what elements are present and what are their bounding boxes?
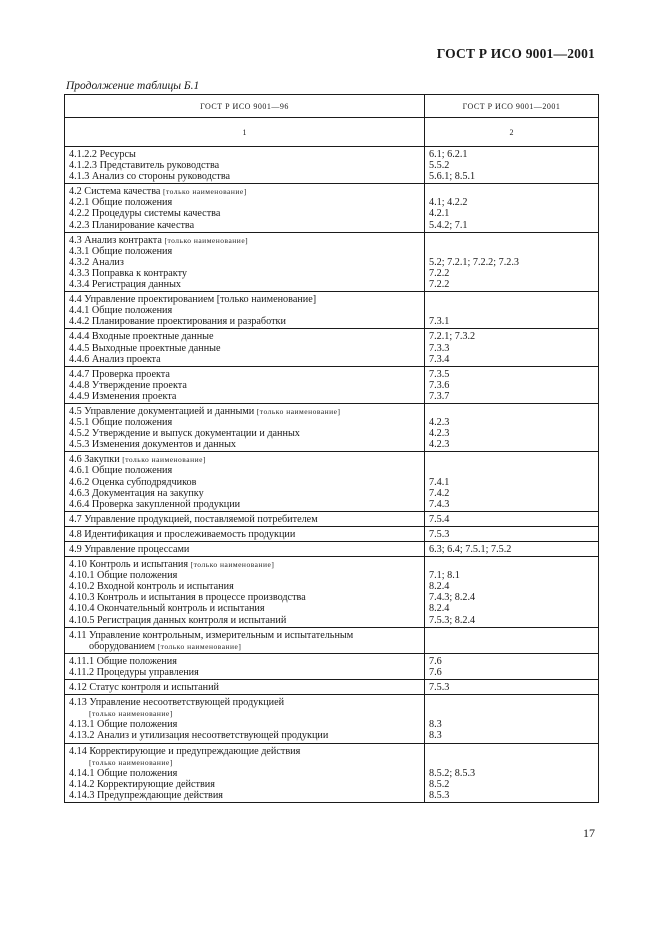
clause-line (69, 708, 420, 719)
gost-96-clauses (65, 292, 425, 328)
clause-line (69, 544, 420, 555)
gost-2001-clauses (425, 527, 598, 541)
clause-line (69, 268, 420, 279)
clause-text: 4.10.4 Окончательный контроль и испытания (69, 603, 265, 615)
table-row (65, 451, 598, 510)
clause-text: 4.4.6 Анализ проекта (69, 353, 161, 365)
clause-line (69, 719, 420, 730)
clause-text: 4.3.2 Анализ (69, 256, 124, 268)
mapped-clause: 7.6 (429, 655, 442, 667)
mapped-clause: 7.5.4 (429, 513, 450, 525)
mapped-clause (429, 454, 594, 465)
clause-text: 4.10.2 Входной контроль и испытания (69, 581, 234, 593)
clause-text: 4.6.3 Документация на закупку (69, 487, 204, 499)
gost-2001-clauses (425, 184, 598, 231)
mapped-clause: 8.3 (429, 719, 442, 731)
clause-text: 4.4.2 Планирование проектирования и разработки (69, 316, 286, 328)
mapped-clause: 8.5.2 (429, 778, 450, 790)
clause-line (69, 592, 420, 603)
clause-line (69, 790, 420, 801)
clause-line (69, 391, 420, 402)
gost-2001-clauses (425, 452, 598, 510)
mapped-clause (429, 559, 594, 570)
mapped-clause: 7.3.7 (429, 390, 450, 402)
gost-96-clauses (65, 452, 425, 510)
table-continuation-label: Продолжение таблицы Б.1 (66, 80, 200, 92)
table-row (65, 366, 598, 403)
clause-line (69, 488, 420, 499)
clause-text: 4.3.1 Общие положения (69, 245, 173, 257)
clause-text: 4.4.9 Изменения проекта (69, 390, 177, 402)
title-only-note: [только наименование] (122, 455, 206, 465)
mapped-clause: 7.4.3; 8.2.4 (429, 592, 476, 604)
mapped-clause: 7.5.3 (429, 528, 450, 540)
clause-line (69, 630, 420, 641)
clause-text: 4.2 Система качества (69, 186, 161, 198)
clause-text: 4.4.7 Проверка проекта (69, 368, 170, 380)
clause-line (69, 354, 420, 365)
mapped-clause: 7.2.1; 7.3.2 (429, 331, 476, 343)
gost-96-clauses (65, 367, 425, 403)
gost-96-clauses (65, 695, 425, 742)
table-body (65, 146, 598, 802)
table-header-row (65, 95, 598, 117)
title-only-note: [только наименование] (89, 757, 173, 767)
mapped-clause (429, 294, 594, 305)
mapped-clause: 4.1; 4.2.2 (429, 197, 468, 209)
clause-text: 4.1.3 Анализ со стороны руководства (69, 171, 231, 183)
mapped-clause: 7.2.2 (429, 267, 450, 279)
mapped-clause: 5.5.2 (429, 160, 450, 172)
gost-2001-clauses (425, 542, 598, 556)
clause-line (69, 406, 420, 417)
clause-line (69, 197, 420, 208)
clause-line (69, 417, 420, 428)
mapped-clause: 7.4.3 (429, 498, 450, 510)
clause-text: 4.6.4 Проверка закупленной продукции (69, 498, 241, 510)
title-only-note: [только наименование] (157, 641, 242, 651)
gost-2001-clauses (425, 628, 598, 653)
title-only-note: [только наименование] (163, 187, 247, 197)
mapped-clause: 7.3.4 (429, 353, 450, 365)
clause-line (69, 768, 420, 779)
clause-text: 4.4.5 Выходные проектные данные (69, 342, 221, 354)
clause-line (69, 343, 420, 354)
clause-line (69, 656, 420, 667)
mapped-clause: 7.5.3; 8.2.4 (429, 614, 476, 626)
table-row (65, 541, 598, 556)
table-row (65, 653, 598, 679)
clause-line (69, 529, 420, 540)
clause-text: 4.4 Управление проектированием [только наименование] (69, 294, 317, 306)
document-code: ГОСТ Р ИСО 9001—2001 (436, 46, 595, 61)
gost-96-clauses (65, 233, 425, 291)
clause-line (69, 465, 420, 476)
clause-text: 4.1.2.2 Ресурсы (69, 149, 136, 160)
page-number: 17 (583, 826, 595, 840)
clause-line (69, 149, 420, 160)
gost-96-clauses (65, 404, 425, 451)
clause-text: 4.6.2 Оценка субподрядчиков (69, 476, 197, 488)
gost-2001-clauses (425, 329, 598, 365)
clause-line (69, 757, 420, 768)
clause-text: 4.4.1 Общие положения (69, 305, 173, 317)
mapped-clause: 7.4.1 (429, 476, 450, 488)
clause-line (69, 294, 420, 305)
mapped-clause (429, 186, 594, 197)
mapped-clause: 6.3; 6.4; 7.5.1; 7.5.2 (429, 544, 512, 555)
clause-text: 4.14.2 Корректирующие действия (69, 778, 215, 790)
clause-text: 4.7 Управление продукцией, поставляемой потребителем (69, 513, 318, 525)
mapped-clause: 7.6 (429, 666, 442, 678)
mapped-clause: 7.3.1 (429, 316, 450, 328)
clause-line (69, 746, 420, 757)
mapped-clause: 8.2.4 (429, 581, 450, 593)
clause-line (69, 559, 420, 570)
title-only-note: [только наименование] (256, 406, 341, 416)
clause-line (69, 428, 420, 439)
gost-2001-clauses (425, 147, 598, 183)
gost-96-clauses (65, 628, 425, 653)
gost-96-clauses (65, 654, 425, 679)
clause-line (69, 246, 420, 257)
mapped-clause: 7.2.2 (429, 279, 450, 291)
gost-2001-clauses (425, 680, 598, 694)
mapped-clause: 4.2.3 (429, 417, 450, 429)
mapped-clause: 7.5.3 (429, 682, 450, 694)
table-row (65, 526, 598, 541)
col1-header: ГОСТ Р ИСО 9001—96 (65, 95, 425, 117)
clause-text: 4.5.1 Общие положения (69, 417, 173, 429)
gost-96-clauses (65, 147, 425, 183)
clause-text: 4.2.1 Общие положения (69, 197, 173, 209)
col2-number: 2 (509, 127, 514, 137)
mapped-clause: 7.3.5 (429, 368, 450, 380)
clause-line (69, 316, 420, 327)
table-row (65, 328, 598, 365)
gost-96-clauses (65, 512, 425, 526)
clause-text: 4.4.4 Входные проектные данные (69, 331, 214, 343)
mapped-clause: 7.4.2 (429, 487, 450, 499)
mapped-clause: 7.3.6 (429, 379, 450, 391)
clause-line (69, 171, 420, 182)
clause-line (69, 667, 420, 678)
gost-2001-clauses (425, 367, 598, 403)
gost-2001-clauses (425, 744, 598, 802)
mapped-clause: 5.2; 7.2.1; 7.2.2; 7.2.3 (429, 256, 519, 268)
clause-line (69, 615, 420, 626)
mapped-clause (429, 235, 594, 246)
mapped-clause (429, 641, 594, 652)
clause-line (69, 208, 420, 219)
column-number-row (65, 117, 598, 146)
clause-text: 4.3.4 Регистрация данных (69, 279, 182, 291)
correspondence-table (64, 94, 599, 803)
gost-2001-clauses (425, 695, 598, 742)
clause-line (69, 279, 420, 290)
gost-96-clauses (65, 680, 425, 694)
clause-line (69, 499, 420, 510)
table-row (65, 232, 598, 291)
clause-text: 4.14.1 Общие положения (69, 767, 178, 779)
clause-line (69, 220, 420, 231)
gost-96-clauses (65, 744, 425, 802)
clause-text: 4.9 Управление процессами (69, 544, 190, 555)
table-row (65, 694, 598, 742)
mapped-clause: 4.2.3 (429, 428, 450, 440)
mapped-clause: 5.4.2; 7.1 (429, 219, 468, 231)
mapped-clause (429, 465, 594, 476)
clause-line (69, 514, 420, 525)
clause-line (69, 477, 420, 488)
table-row (65, 291, 598, 328)
mapped-clause: 4.2.1 (429, 208, 450, 220)
clause-line (69, 186, 420, 197)
clause-line (69, 603, 420, 614)
mapped-clause: 5.6.1; 8.5.1 (429, 171, 476, 183)
clause-line (69, 257, 420, 268)
mapped-clause: 8.3 (429, 730, 442, 742)
clause-text: 4.2.3 Планирование качества (69, 219, 195, 231)
clause-line (69, 641, 420, 652)
mapped-clause: 6.1; 6.2.1 (429, 149, 468, 160)
gost-96-clauses (65, 184, 425, 231)
gost-96-clauses (65, 329, 425, 365)
clause-text: 4.8 Идентификация и прослеживаемость продукции (69, 528, 296, 540)
clause-text: 4.6 Закупки (69, 454, 120, 466)
title-only-note: [только наименование] (190, 560, 275, 570)
clause-text: 4.10 Контроль и испытания (69, 559, 189, 571)
gost-2001-clauses (425, 557, 598, 627)
clause-text: 4.2.2 Процедуры системы качества (69, 208, 221, 220)
clause-line (69, 730, 420, 741)
title-only-note: [только наименование] (164, 235, 249, 245)
table-row (65, 556, 598, 627)
mapped-clause (429, 757, 594, 768)
table-row (65, 627, 598, 653)
mapped-clause (429, 708, 594, 719)
clause-line (69, 369, 420, 380)
gost-2001-clauses (425, 404, 598, 451)
mapped-clause (429, 630, 594, 641)
mapped-clause (429, 746, 594, 757)
clause-line (69, 682, 420, 693)
clause-text: 4.1.2.3 Представитель руководства (69, 160, 220, 172)
clause-text: 4.14 Корректирующие и предупреждающие действия (69, 745, 301, 757)
table-row (65, 146, 598, 183)
title-only-note: [только наименование] (89, 709, 173, 719)
clause-line (69, 331, 420, 342)
mapped-clause: 8.5.3 (429, 789, 450, 801)
gost-2001-clauses (425, 233, 598, 291)
mapped-clause (429, 406, 594, 417)
gost-96-clauses (65, 542, 425, 556)
clause-text: 4.10.3 Контроль и испытания в процессе производства (69, 592, 306, 604)
clause-text: 4.13.1 Общие положения (69, 719, 178, 731)
gost-2001-clauses (425, 292, 598, 328)
clause-text: 4.14.3 Предупреждающие действия (69, 789, 223, 801)
clause-line (69, 305, 420, 316)
clause-text: 4.13.2 Анализ и утилизация несоответствующей продукции (69, 730, 329, 742)
clause-text: 4.5.2 Утверждение и выпуск документации и данных (69, 428, 300, 440)
clause-text: 4.11 Управление контрольным, измерительным и испытательным (69, 629, 354, 641)
mapped-clause: 8.5.2; 8.5.3 (429, 767, 476, 779)
clause-line (69, 380, 420, 391)
clause-text: 4.10.5 Регистрация данных контроля и испытаний (69, 614, 287, 626)
clause-line (69, 160, 420, 171)
clause-line (69, 439, 420, 450)
mapped-clause (429, 246, 594, 257)
col1-number: 1 (65, 118, 425, 146)
clause-line (69, 235, 420, 246)
clause-text: 4.3 Анализ контракта (69, 234, 162, 246)
clause-text: 4.3.3 Поправка к контракту (69, 267, 188, 279)
table-row (65, 403, 598, 451)
table-row (65, 511, 598, 526)
gost-96-clauses (65, 557, 425, 627)
clause-line (69, 454, 420, 465)
clause-text: 4.13 Управление несоответствующей продукцией (69, 697, 285, 709)
table-row (65, 183, 598, 231)
clause-text: 4.4.8 Утверждение проекта (69, 379, 187, 391)
clause-line (69, 581, 420, 592)
clause-text: 4.11.1 Общие положения (69, 655, 177, 667)
mapped-clause (429, 305, 594, 316)
clause-line (69, 697, 420, 708)
mapped-clause: 7.3.3 (429, 342, 450, 354)
table-row (65, 679, 598, 694)
mapped-clause: 4.2.3 (429, 439, 450, 451)
clause-text: 4.11.2 Процедуры управления (69, 666, 199, 678)
clause-text: 4.5 Управление документацией и данными (69, 405, 255, 417)
clause-text: 4.12 Статус контроля и испытаний (69, 682, 219, 694)
clause-line (69, 570, 420, 581)
mapped-clause: 7.1; 8.1 (429, 570, 460, 582)
gost-2001-clauses (425, 512, 598, 526)
clause-text: 4.10.1 Общие положения (69, 570, 178, 582)
mapped-clause (429, 697, 594, 708)
clause-text: 4.6.1 Общие положения (69, 465, 173, 477)
clause-line (69, 779, 420, 790)
table-row (65, 743, 598, 802)
gost-2001-clauses (425, 654, 598, 679)
clause-text: оборудованием (89, 640, 156, 652)
gost-96-clauses (65, 527, 425, 541)
clause-text: 4.5.3 Изменения документов и данных (69, 439, 237, 451)
mapped-clause: 8.2.4 (429, 603, 450, 615)
col2-header: ГОСТ Р ИСО 9001—2001 (462, 101, 561, 111)
